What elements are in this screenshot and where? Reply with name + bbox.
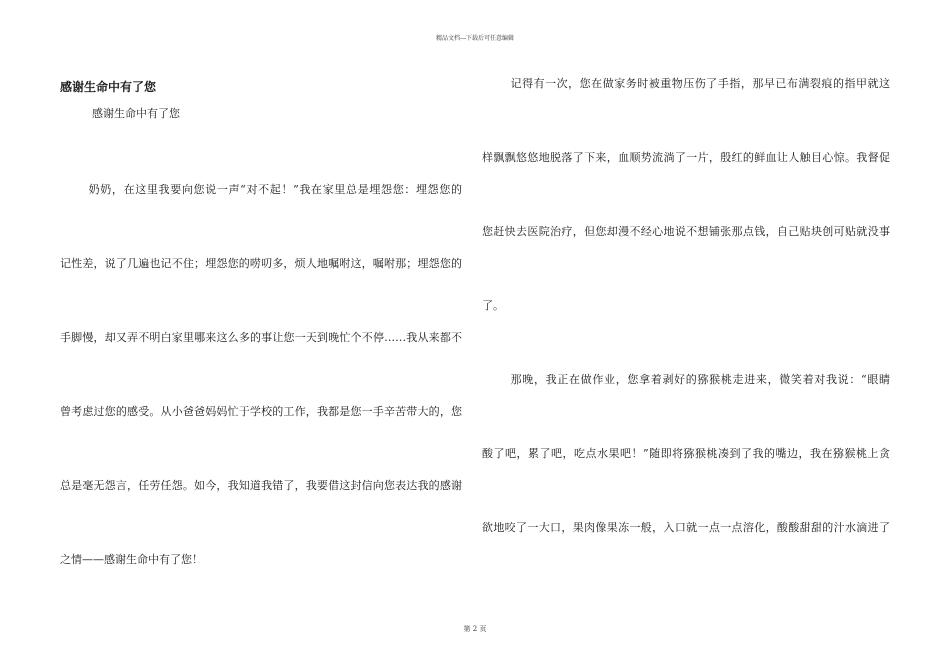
text-line: 之情——感谢生命中有了您！ [60,553,203,566]
text-line: 奶奶，在这里我要向您说一声“对不起！”我在家里总是埋怨您：埋怨您的 [88,183,462,196]
text-line: 记得有一次，您在做家务时被重物压伤了手指，那早已布满裂痕的指甲就这 [510,77,890,90]
text-line: 总是毫无怨言，任劳任怨。如今，我知道我错了，我要借这封信向您表达我的感谢 [60,479,462,492]
text-line: 样飘飘悠悠地脱落了下来，血顺势流淌了一片，殷红的鲜血让人触目心惊。我督促 [482,151,890,164]
page-number: 第 2 页 [463,625,487,633]
right-paragraph-2 [482,343,890,565]
left-paragraph [60,153,462,597]
article-title: 感谢生命中有了您 [60,80,157,94]
text-line: 曾考虑过您的感受。从小爸爸妈妈忙于学校的工作，我都是您一手辛苦带大的，您 [60,405,462,418]
text-line: 那晚，我正在做作业，您拿着剥好的猕猴桃走进来，微笑着对我说：“眼睛 [510,373,890,386]
text-line: 记性差，说了几遍也记不住；埋怨您的唠叨多，烦人地嘱咐这，嘱咐那；埋怨您的 [60,257,462,270]
page-header: 精品文档---下载后可任意编辑 [435,35,515,42]
article-subtitle: 感谢生命中有了您 [92,107,180,120]
text-line: 欲地咬了一大口，果肉像果冻一般，入口就一点一点溶化，酸酸甜甜的汁水滴进了 [482,521,890,534]
text-line: 手脚慢，却又弄不明白家里哪来这么多的事让您一天到晚忙个不停……我从来都不 [60,331,462,344]
text-line: 酸了吧，累了吧，吃点水果吧！”随即将猕猴桃凑到了我的嘴边，我在猕猴桃上贪 [482,447,890,460]
text-line: 了。 [482,299,504,312]
text-line: 您赶快去医院治疗，但您却漫不经心地说不想铺张那点钱，自己贴块创可贴就没事 [482,225,890,238]
left-column [60,79,462,597]
right-column [482,79,890,565]
right-paragraph-1 [482,47,890,343]
